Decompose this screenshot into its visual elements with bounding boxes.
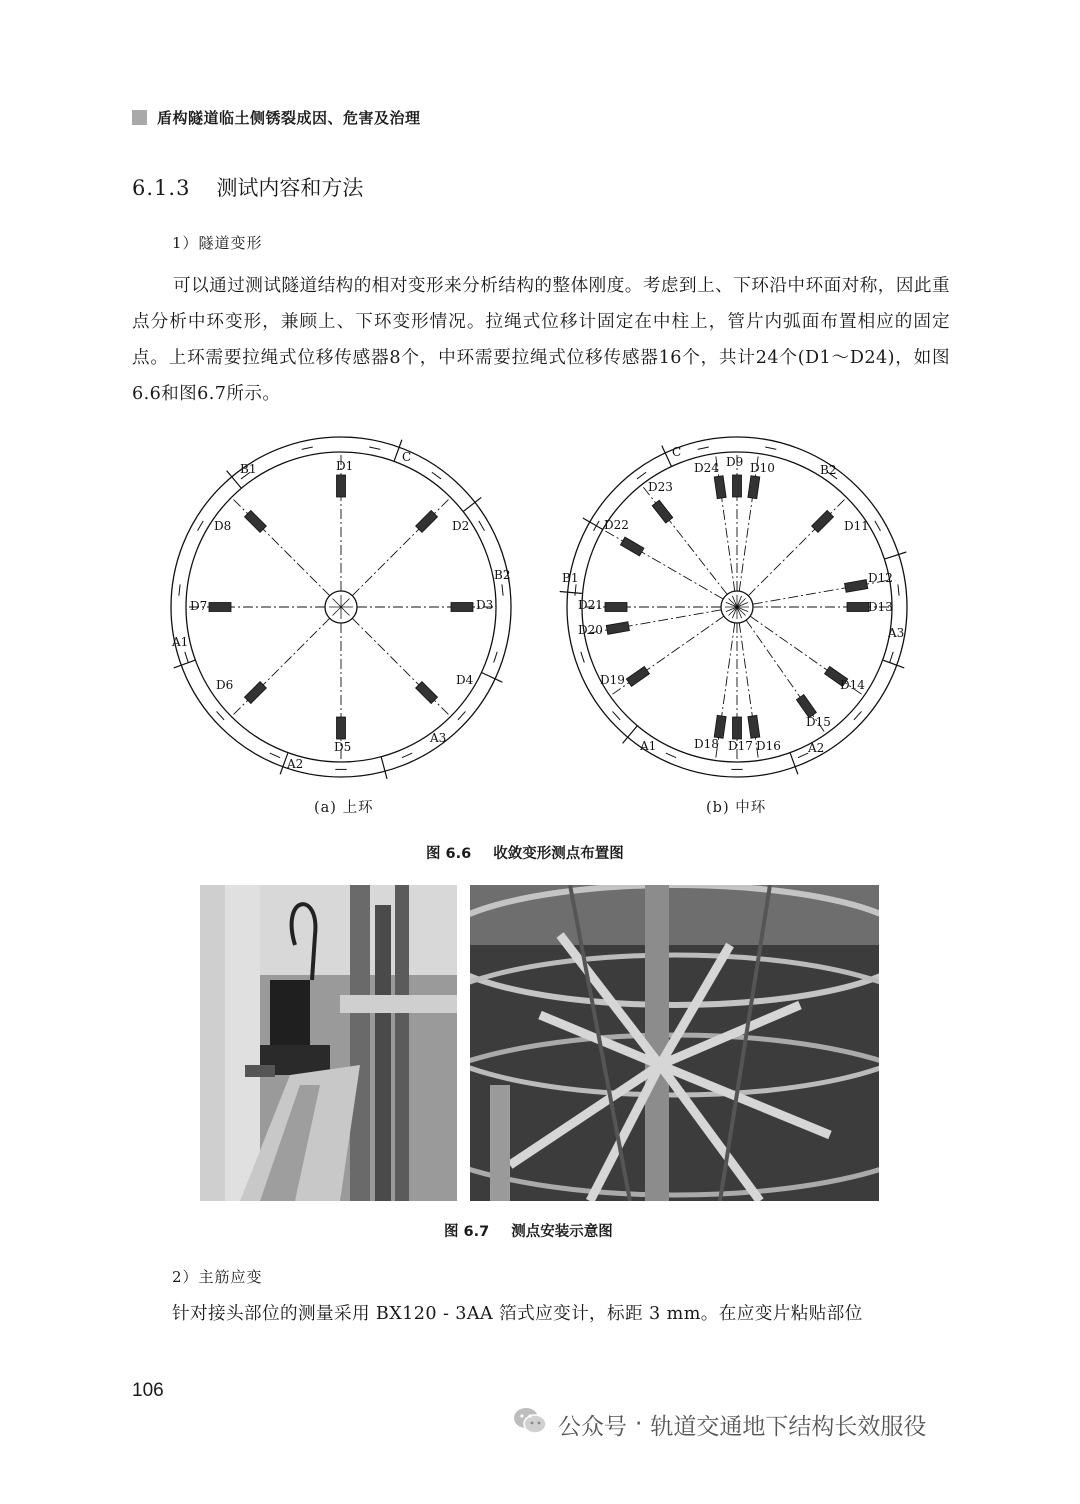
header-title: 盾构隧道临土侧锈裂成因、危害及治理	[157, 108, 421, 127]
subcaption-middle-ring: (b) 中环	[706, 800, 767, 816]
middle-label-D12: D12	[868, 571, 893, 585]
middle-label-D20: D20	[578, 623, 603, 637]
footer-account-label: 公众号	[558, 1413, 627, 1440]
middle-label-D9: D9	[726, 455, 744, 469]
subsection-title-2: 2）主筋应变	[172, 1268, 263, 1286]
page-number: 106	[132, 1380, 164, 1401]
upper-segment-B1: B1	[240, 462, 257, 476]
upper-segment-B2: B2	[494, 568, 511, 582]
middle-sensor-D9	[733, 475, 742, 497]
middle-label-D15: D15	[806, 715, 831, 729]
middle-sensor-D23	[652, 500, 673, 523]
middle-segment-B1: B1	[562, 571, 579, 585]
upper-segment-A3: A3	[430, 731, 447, 745]
installation-overview-photo	[470, 885, 879, 1201]
upper-segment-C: C	[402, 450, 412, 464]
middle-sensor-D18	[714, 715, 726, 738]
middle-sensor-D21	[605, 603, 627, 612]
middle-sensor-D11	[812, 510, 834, 532]
upper-sensor-D8	[244, 510, 266, 532]
middle-label-D23: D23	[648, 480, 673, 494]
middle-label-D19: D19	[600, 673, 625, 687]
figure-6-7-number: 图 6.7	[444, 1224, 490, 1240]
subsection-title-1: 1）隧道变形	[172, 234, 263, 252]
upper-sensor-D7	[209, 603, 231, 612]
upper-sensor-D6	[244, 682, 266, 704]
middle-sensor-D17	[733, 717, 742, 739]
middle-sensor-D10	[748, 476, 760, 499]
upper-segment-A1: A1	[172, 635, 189, 649]
middle-label-D21: D21	[578, 598, 603, 612]
footer-account-name: 轨道交通地下结构长效服役	[650, 1413, 927, 1440]
upper-label-D5: D5	[334, 740, 352, 754]
middle-label-D13: D13	[868, 600, 893, 614]
subcaption-upper-ring: (a) 上环	[314, 800, 374, 816]
upper-label-D6: D6	[216, 678, 234, 692]
middle-label-D16: D16	[756, 739, 781, 753]
figure-6-6-text: 收敛变形测点布置图	[493, 846, 624, 862]
upper-segment-A2: A2	[287, 757, 304, 771]
middle-label-D24: D24	[694, 461, 719, 475]
wechat-icon	[512, 1406, 548, 1442]
section-number: 6.1.3	[132, 176, 191, 200]
middle-segment-A3: A3	[888, 626, 905, 640]
upper-sensor-D4	[416, 682, 438, 704]
figure-6-6-caption	[426, 842, 624, 863]
middle-sensor-D24	[714, 476, 726, 499]
figure-6-6-number: 图 6.6	[426, 846, 472, 862]
middle-segment-C: C	[672, 445, 682, 459]
middle-label-D14: D14	[840, 678, 865, 692]
middle-segment-A1: A1	[640, 739, 657, 753]
upper-label-D8: D8	[214, 519, 232, 533]
upper-label-D4: D4	[456, 673, 474, 687]
middle-sensor-D12	[845, 580, 868, 593]
figure-6-7-text: 测点安装示意图	[511, 1224, 613, 1240]
upper-label-D7: D7	[190, 599, 208, 613]
upper-ring-diagram	[160, 426, 522, 788]
middle-label-D18: D18	[694, 737, 719, 751]
middle-sensor-D16	[748, 715, 760, 738]
header-square-icon	[132, 110, 147, 125]
upper-sensor-D2	[416, 510, 438, 532]
middle-label-D11: D11	[844, 519, 869, 533]
figure-6-7-caption	[444, 1220, 613, 1241]
upper-sensor-D3	[451, 603, 473, 612]
middle-label-D22: D22	[604, 518, 629, 532]
upper-sensor-D5	[337, 717, 346, 739]
section-title: 测试内容和方法	[216, 176, 364, 200]
middle-sensor-D19	[626, 666, 649, 686]
upper-label-D2: D2	[452, 519, 470, 533]
body-paragraph-2: 针对接头部位的测量采用 BX120 - 3AA 箔式应变计，标距 3 mm。在应变片粘贴部位	[172, 1304, 863, 1324]
middle-sensor-D20	[606, 622, 629, 635]
sensor-closeup-photo	[200, 885, 457, 1201]
middle-sensor-D22	[620, 537, 644, 556]
middle-ring-diagram	[556, 426, 918, 788]
middle-label-D10: D10	[750, 461, 775, 475]
middle-label-D17: D17	[728, 739, 753, 753]
body-paragraph-1: 可以通过测试隧道结构的相对变形来分析结构的整体刚度。考虑到上、下环沿中环面对称，因此重点分析中环变形，兼顾上、下环变形情况。拉绳式位移计固定在中柱上，管片内弧面布置相应的固定点。上环需要拉绳式位移传感器8个，中环需要拉绳式位移传感器16个，共计24个(D1～D24)，如图6.6和图6.7所示。	[132, 276, 950, 404]
footer-separator: ·	[635, 1411, 643, 1437]
middle-segment-A2: A2	[808, 741, 825, 755]
running-header	[132, 104, 421, 130]
upper-sensor-D1	[337, 475, 346, 497]
upper-label-D1: D1	[336, 459, 354, 473]
section-heading	[132, 172, 363, 202]
wechat-footer	[512, 1406, 926, 1442]
middle-sensor-D13	[847, 603, 869, 612]
upper-label-D3: D3	[476, 598, 494, 612]
middle-segment-B2: B2	[820, 463, 837, 477]
